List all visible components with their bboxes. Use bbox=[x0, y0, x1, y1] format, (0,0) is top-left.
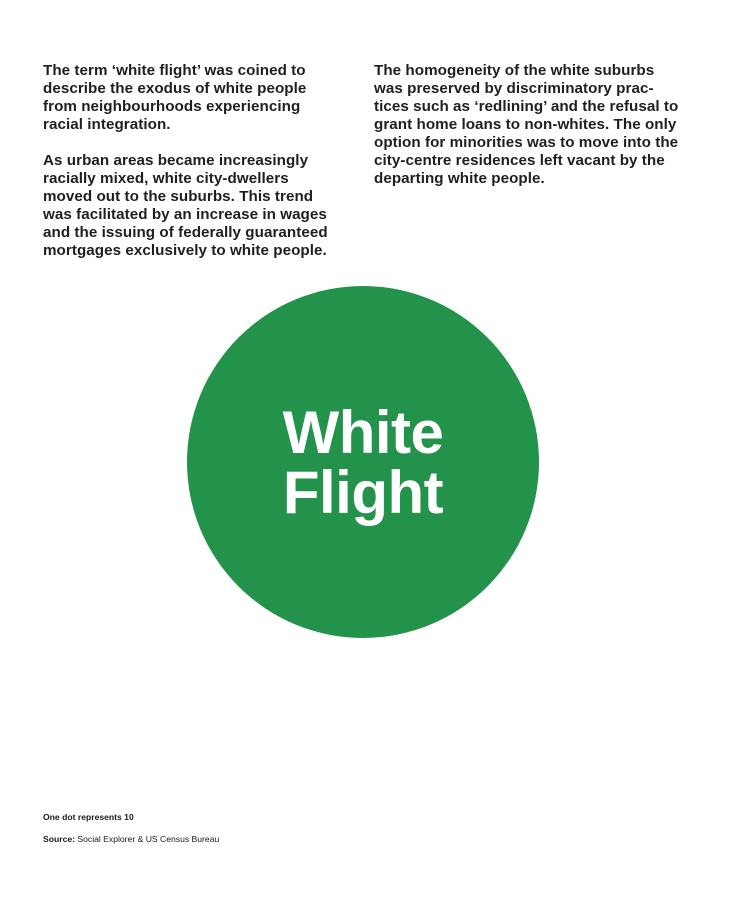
source-label: Source: bbox=[43, 834, 75, 844]
circle-title: White Flight bbox=[282, 399, 444, 526]
intro-paragraph: The term ‘white flight’ was coined to describe the exodus of white people from neighbourhoods experiencing racial integration. bbox=[43, 62, 307, 133]
dot-legend-note: One dot represents 10 bbox=[43, 812, 134, 822]
source-credit bbox=[43, 834, 219, 845]
title-circle bbox=[187, 286, 539, 638]
suburb-migration-paragraph: As urban areas became increasingly racially mixed, white city-dwellers moved out to the suburbs. This trend was facilitated by an increase in wages and the issuing of federally guaranteed mortgages exclusively to white people. bbox=[43, 152, 328, 259]
right-text-column bbox=[374, 62, 694, 206]
left-text-column bbox=[43, 62, 353, 278]
redlining-paragraph: The homogeneity of the white suburbs was preserved by discriminatory prac- tices such as ‘redlining’ and the refusal to grant home loans to non-whites. The only option for minorities was to move into the city-centre residences left vacant by the departing white people. bbox=[374, 62, 679, 187]
source-text: Social Explorer & US Census Bureau bbox=[75, 834, 220, 844]
